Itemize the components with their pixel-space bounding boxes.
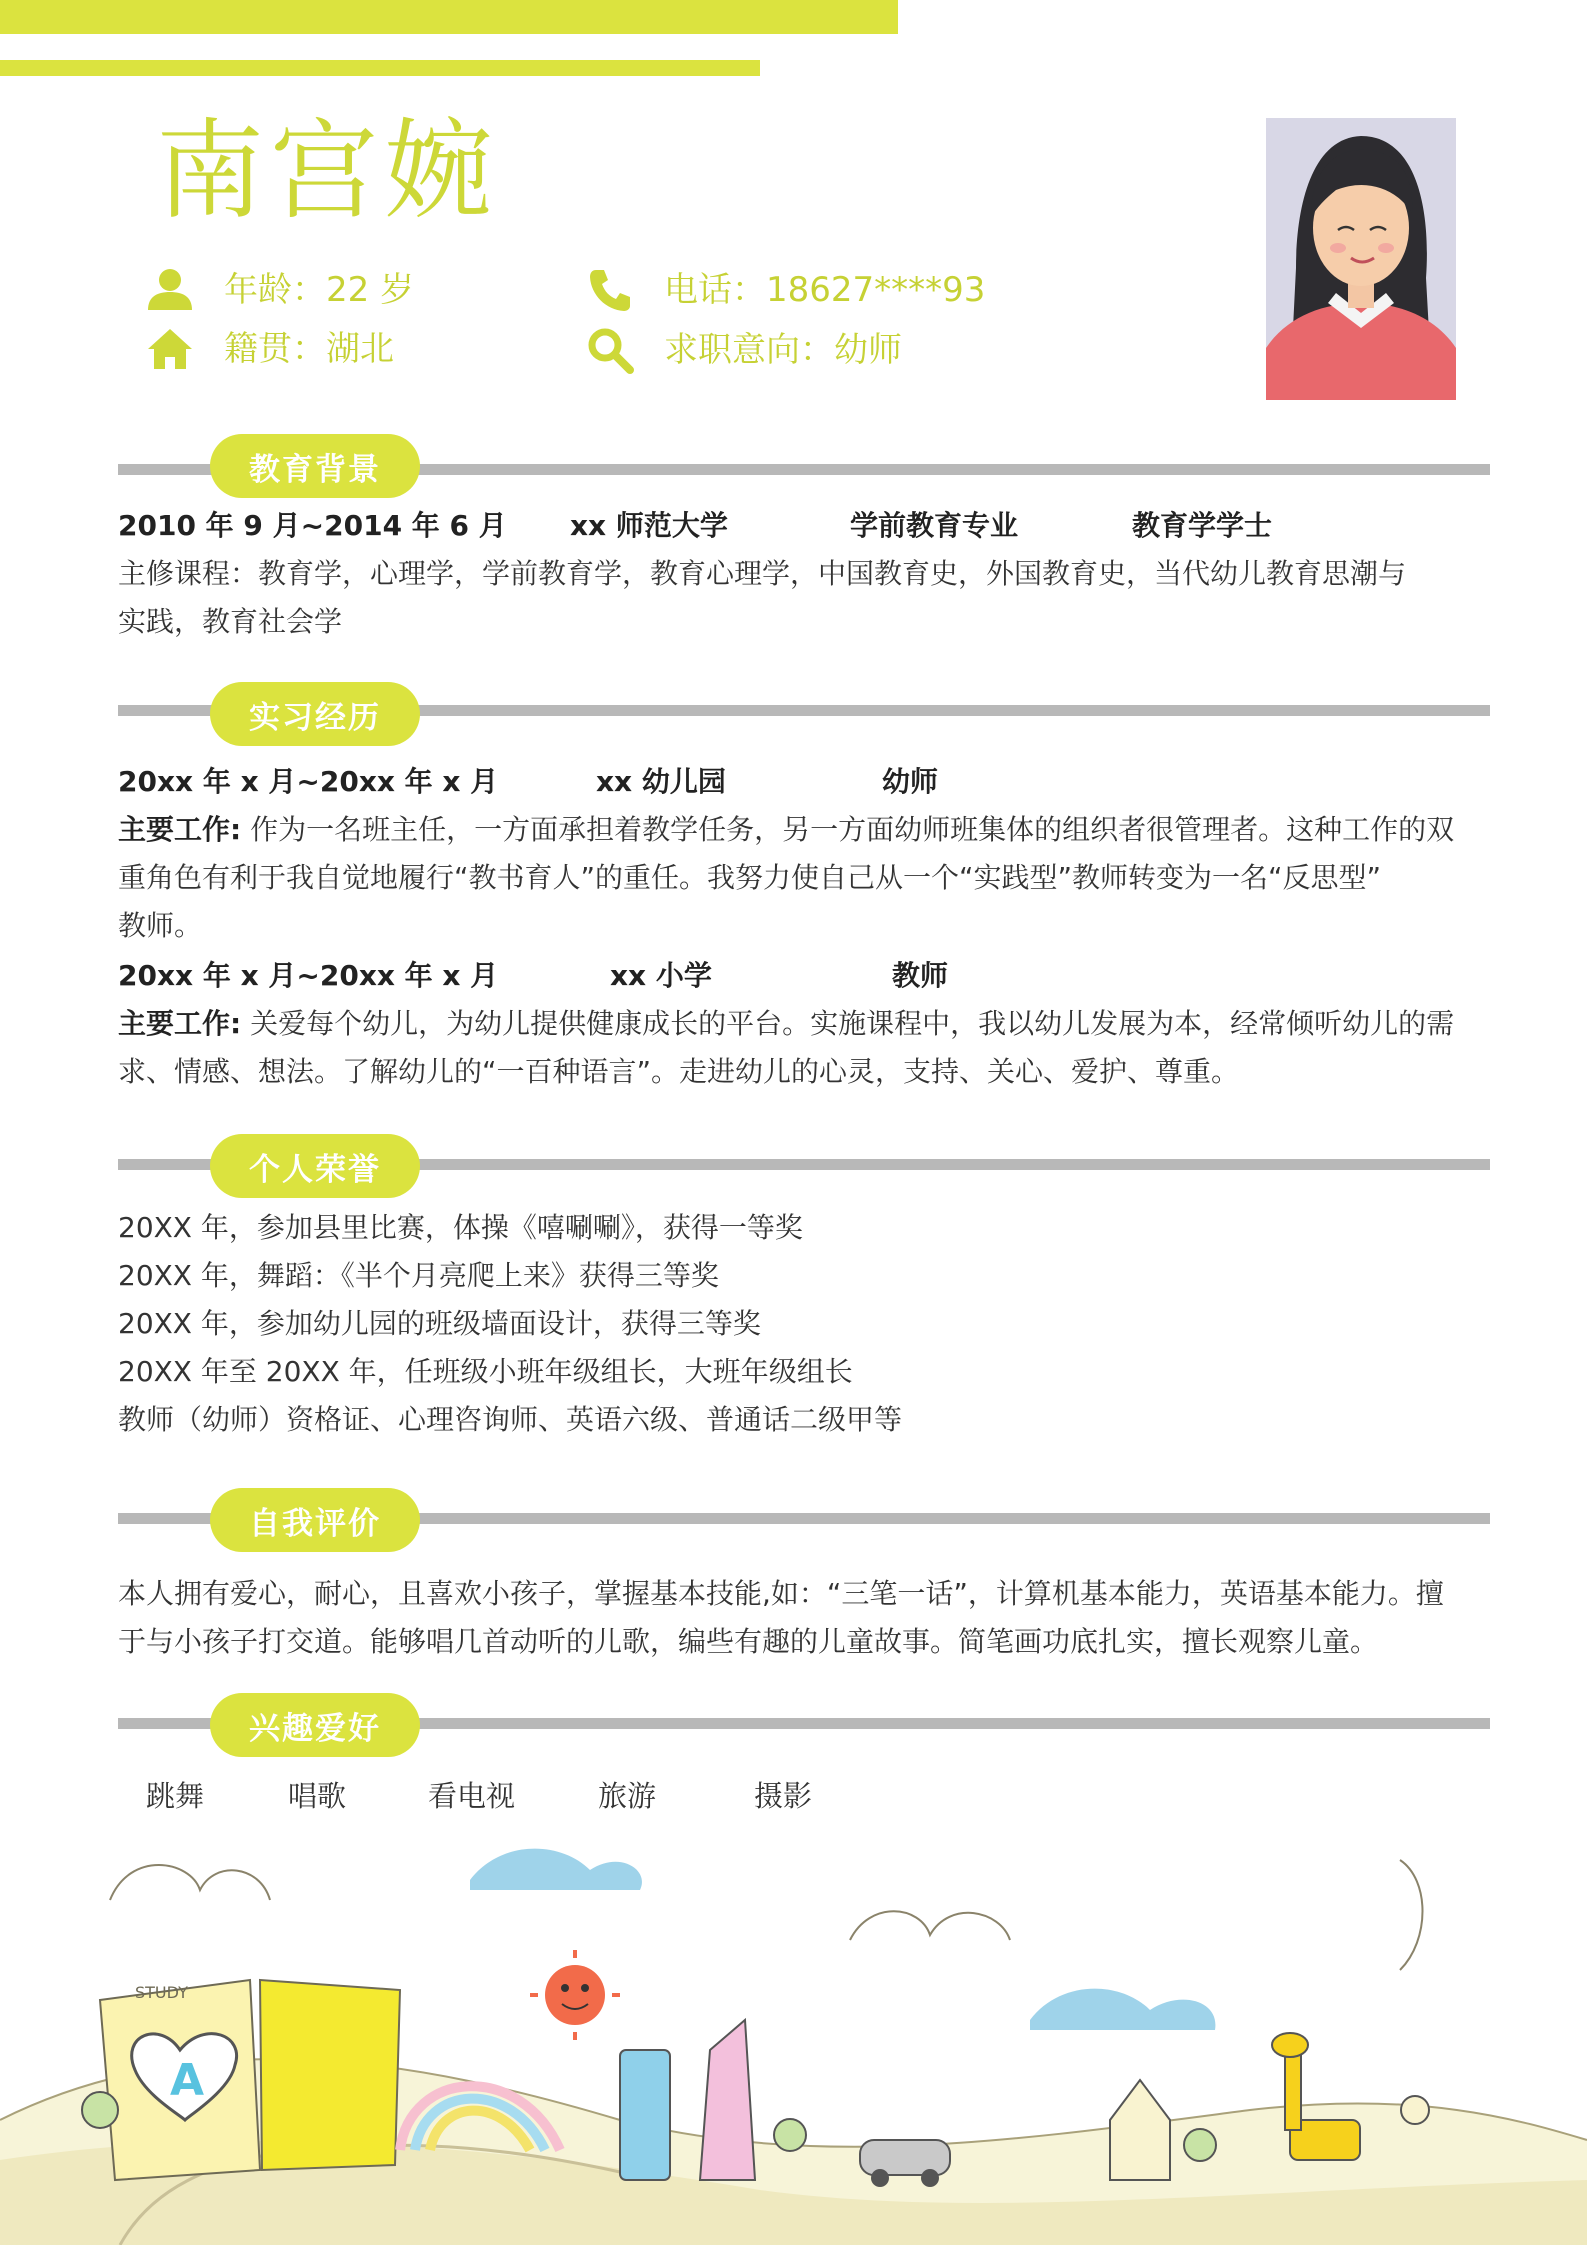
section-title-hobbies: 兴趣爱好 — [210, 1693, 420, 1757]
job2-desc-line1 — [118, 1000, 1454, 1048]
edu-period: 2010 年 9 月~2014 年 6 月 — [118, 509, 507, 542]
hobby-item: 旅游 — [598, 1779, 657, 1813]
book-label: STUDY — [135, 1983, 188, 2002]
hobby-item: 看电视 — [428, 1779, 516, 1813]
job2-desc-text: 关爱每个幼儿，为幼儿提供健康成长的平台。实施课程中，我以幼儿发展为本，经常倾听幼儿的需 — [241, 1007, 1455, 1040]
honor-item: 20XX 年，参加幼儿园的班级墙面设计，获得三等奖 — [118, 1307, 761, 1340]
section-title-education: 教育背景 — [210, 434, 420, 498]
hometown-text: 籍贯：湖北 — [224, 329, 394, 369]
section-title-honors: 个人荣誉 — [210, 1134, 420, 1198]
age-text: 年龄：22 岁 — [224, 270, 415, 310]
edu-major: 学前教育专业 — [850, 509, 1019, 542]
job2-label: 主要工作: — [118, 1007, 242, 1040]
self-eval-line1: 本人拥有爱心，耐心，且喜欢小孩子，掌握基本技能,如：“三笔一话”，计算机基本能力，英语基本能力。擅 — [118, 1577, 1444, 1610]
job1-role: 幼师 — [882, 765, 939, 798]
self-eval-line2: 于与小孩子打交道。能够唱几首动听的儿歌，编些有趣的儿童故事。简笔画功底扎实，擅长观察儿童。 — [118, 1625, 1379, 1658]
hobby-item: 摄影 — [754, 1779, 813, 1813]
decorative-illustration — [0, 1820, 1587, 2245]
job1-desc-line2: 重角色有利于我自觉地履行“教书育人”的重任。我努力使自己从一个“实践型”教师转变为一名“反思型” — [118, 861, 1382, 894]
honor-item: 教师（幼师）资格证、心理咨询师、英语六级、普通话二级甲等 — [118, 1403, 903, 1436]
search-icon — [586, 326, 634, 374]
top-accent-bar-thin — [0, 60, 760, 76]
hobby-item: 唱歌 — [288, 1779, 347, 1813]
edu-courses-line2: 实践，教育社会学 — [118, 605, 343, 638]
avatar — [1266, 118, 1456, 400]
honor-item: 20XX 年，参加县里比赛，体操《嘻唰唰》，获得一等奖 — [118, 1211, 803, 1244]
job1-period: 20xx 年 x 月~20xx 年 x 月 — [118, 765, 499, 798]
job1-desc-line1 — [118, 806, 1454, 854]
edu-courses-line1: 主修课程：教育学，心理学，学前教育学，教育心理学，中国教育史，外国教育史，当代幼儿教育思潮与 — [118, 557, 1407, 590]
honor-item: 20XX 年至 20XX 年，任班级小班年级组长，大班年级组长 — [118, 1355, 853, 1388]
job2-role: 教师 — [892, 959, 949, 992]
book-letter: A — [170, 2055, 205, 2106]
top-accent-bar — [0, 0, 898, 34]
hometown-info — [146, 325, 394, 373]
job1-label: 主要工作: — [118, 813, 242, 846]
phone-text: 电话：18627****93 — [664, 270, 986, 310]
age-info — [146, 266, 414, 314]
objective-text: 求职意向：幼师 — [664, 330, 902, 370]
section-title-self-eval: 自我评价 — [210, 1488, 420, 1552]
job1-desc-text: 作为一名班主任，一方面承担着教学任务，另一方面幼师班集体的组织者很管理者。这种工作的双 — [241, 813, 1455, 846]
phone-icon — [586, 266, 634, 314]
job2-desc-line2: 求、情感、想法。了解幼儿的“一百种语言”。走进幼儿的心灵，支持、关心、爱护、尊重。 — [118, 1055, 1240, 1088]
job2-period: 20xx 年 x 月~20xx 年 x 月 — [118, 959, 499, 992]
objective-info — [586, 326, 902, 374]
edu-school: xx 师范大学 — [570, 509, 728, 542]
hobby-item: 跳舞 — [146, 1779, 205, 1813]
candidate-name: 南宫婉 — [156, 109, 499, 234]
job1-desc-line3: 教师。 — [118, 909, 203, 942]
section-title-internship: 实习经历 — [210, 682, 420, 746]
home-icon — [146, 325, 194, 373]
honor-item: 20XX 年，舞蹈：《半个月亮爬上来》获得三等奖 — [118, 1259, 719, 1292]
edu-degree: 教育学学士 — [1132, 509, 1273, 542]
job1-org: xx 幼儿园 — [596, 765, 726, 798]
person-icon — [146, 266, 194, 314]
phone-info — [586, 266, 985, 314]
job2-org: xx 小学 — [610, 959, 712, 992]
